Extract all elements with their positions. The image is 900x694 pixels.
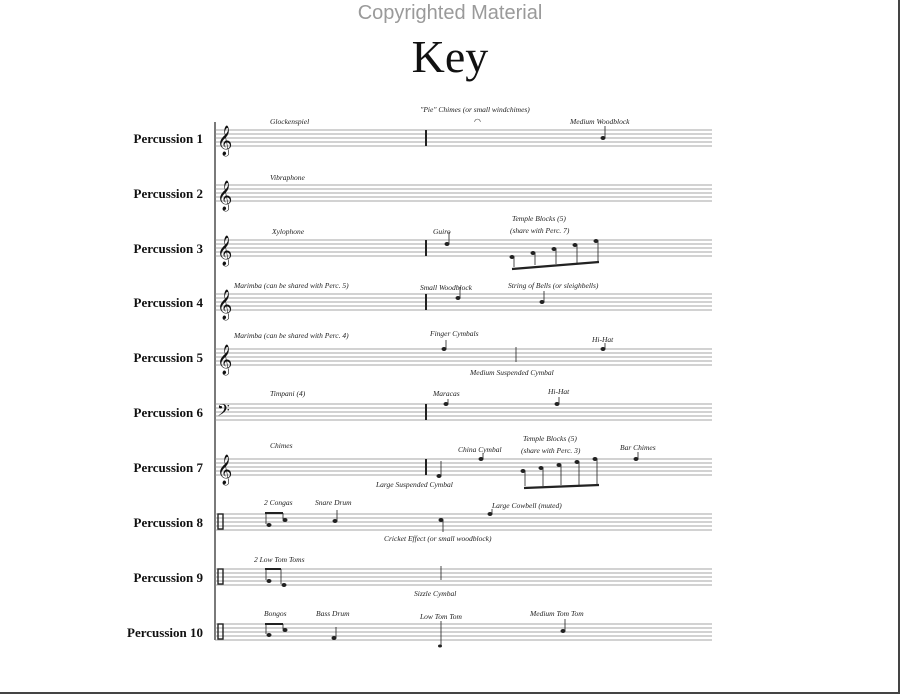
staff-percussion-7	[134, 434, 712, 489]
temple-block-notes	[510, 239, 600, 269]
instrument-annotation: Vibraphone	[270, 173, 305, 182]
instrument-annotation: Glockenspiel	[270, 117, 310, 126]
instrument-annotation: "Pie" Chimes (or small windchimes)	[420, 105, 530, 114]
instrument-annotation: (share with Perc. 3)	[521, 446, 581, 455]
instrument-annotation: Maracas	[433, 389, 460, 398]
temple-block-notes	[521, 457, 600, 488]
note	[437, 474, 442, 478]
instrument-annotation: Medium Tom Tom	[530, 609, 584, 618]
part-label-percussion-3: Percussion 3	[133, 241, 203, 256]
staff-percussion-9	[134, 555, 712, 598]
instrument-annotation: Marimba (can be shared with Perc. 4)	[234, 331, 349, 340]
fermata-icon: ◠	[474, 117, 481, 126]
staff-percussion-3	[134, 214, 712, 269]
instrument-annotation: Large Suspended Cymbal	[376, 480, 453, 489]
staff-lines	[215, 130, 712, 146]
treble-clef-icon: 𝄞	[217, 455, 233, 484]
instrument-annotation: Medium Suspended Cymbal	[470, 368, 554, 377]
instrument-annotation: String of Bells (or sleighbells)	[508, 281, 599, 290]
instrument-annotation: Medium Woodblock	[570, 117, 630, 126]
instrument-annotation: Snare Drum	[315, 498, 352, 507]
part-label-percussion-10: Percussion 10	[127, 625, 203, 640]
instrument-annotation: Guiro	[433, 227, 451, 236]
part-label-percussion-7: Percussion 7	[133, 460, 203, 475]
instrument-annotation: (share with Perc. 7)	[510, 226, 570, 235]
part-label-percussion-6: Percussion 6	[133, 405, 203, 420]
instrument-annotation: Chimes	[270, 441, 293, 450]
bass-clef-icon: 𝄢	[217, 402, 230, 424]
instrument-annotation: China Cymbal	[458, 445, 502, 454]
staff-percussion-5	[134, 329, 712, 377]
copyright-watermark: Copyrighted Material	[357, 2, 543, 24]
treble-clef-icon: 𝄞	[217, 290, 233, 319]
instrument-annotation: 2 Low Tom Toms	[254, 555, 305, 564]
instrument-annotation: Finger Cymbals	[430, 329, 479, 338]
instrument-annotation: Low Tom Tom	[420, 612, 462, 621]
staff-percussion-6	[134, 387, 712, 424]
treble-clef-icon: 𝄞	[217, 345, 233, 374]
part-label-percussion-4: Percussion 4	[133, 295, 203, 310]
instrument-annotation: Sizzle Cymbal	[414, 589, 457, 598]
instrument-annotation: Bongos	[264, 609, 287, 618]
instrument-annotation: Xylophone	[272, 227, 305, 236]
instrument-annotation: Large Cowbell (muted)	[492, 501, 562, 510]
repeat-bar	[425, 130, 427, 146]
instrument-annotation: Hi-Hat	[548, 387, 570, 396]
repeat-bar	[425, 294, 427, 310]
percussion-clef-icon	[218, 514, 223, 529]
treble-clef-icon: 𝄞	[217, 126, 233, 155]
instrument-annotation: 2 Congas	[264, 498, 293, 507]
instrument-annotation: Hi-Hat	[592, 335, 614, 344]
bongo-notes	[265, 624, 288, 637]
instrument-annotation: Bass Drum	[316, 609, 350, 618]
instrument-annotation: Bar Chimes	[620, 443, 656, 452]
part-label-percussion-5: Percussion 5	[133, 350, 203, 365]
page-title: Key	[411, 31, 489, 82]
instrument-annotation: Cricket Effect (or small woodblock)	[384, 534, 492, 543]
treble-clef-icon: 𝄞	[217, 181, 233, 210]
percussion-clef-icon	[218, 569, 223, 584]
repeat-bar	[425, 459, 427, 475]
staff-percussion-2	[134, 173, 712, 212]
staff-percussion-1	[134, 105, 712, 157]
staff-percussion-4	[134, 281, 712, 321]
treble-clef-icon: 𝄞	[217, 236, 233, 265]
part-label-percussion-9: Percussion 9	[133, 570, 203, 585]
instrument-annotation: Small Woodblock	[420, 283, 473, 292]
instrument-annotation: Timpani (4)	[270, 389, 306, 398]
instrument-annotation: Temple Blocks (5)	[523, 434, 577, 443]
percussion-clef-icon	[218, 624, 223, 639]
conga-notes	[265, 513, 288, 527]
repeat-bar	[425, 240, 427, 256]
staff-percussion-8	[134, 498, 712, 543]
instrument-annotation: Marimba (can be shared with Perc. 5)	[234, 281, 349, 290]
instrument-annotation: Temple Blocks (5)	[512, 214, 566, 223]
part-label-percussion-1: Percussion 1	[133, 131, 203, 146]
part-label-percussion-2: Percussion 2	[133, 186, 203, 201]
tom-tom-notes	[265, 569, 287, 587]
repeat-bar	[425, 404, 427, 420]
part-label-percussion-8: Percussion 8	[133, 515, 203, 530]
